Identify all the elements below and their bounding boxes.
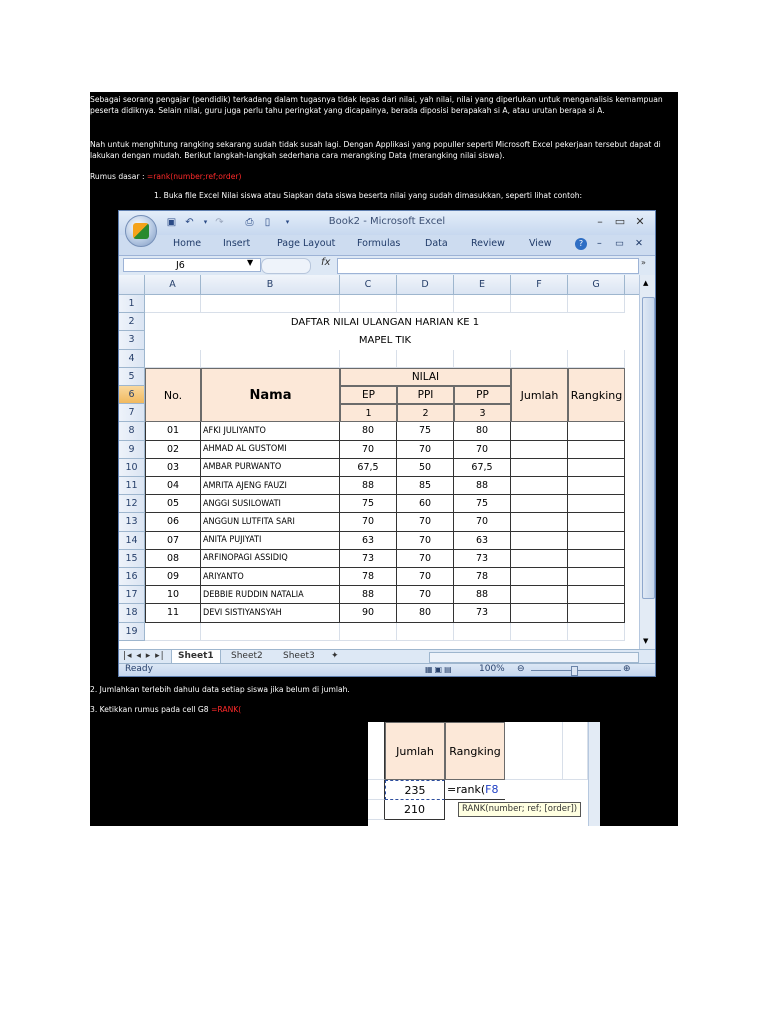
- student-no[interactable]: 09: [145, 568, 201, 586]
- header-ep-number: 1: [340, 404, 397, 422]
- row-header-11[interactable]: 11: [119, 477, 145, 495]
- grid-cell[interactable]: [145, 350, 201, 368]
- step-1: 1. Buka file Excel Nilai siswa atau Siapkan data siswa beserta nilai yang sudah dimasukkan, seperti lihat contoh:: [154, 191, 583, 200]
- student-ep[interactable]: 80: [340, 422, 397, 440]
- grid-cell[interactable]: [511, 295, 568, 313]
- header-ppi-number: 2: [397, 404, 454, 422]
- grid-cell[interactable]: [201, 623, 340, 641]
- student-jumlah[interactable]: [511, 459, 568, 477]
- student-rangking[interactable]: [568, 568, 625, 586]
- insert-sheet-icon[interactable]: ✦: [331, 651, 339, 661]
- student-ppi[interactable]: 70: [397, 586, 454, 604]
- row-header-18[interactable]: 18: [119, 604, 145, 622]
- status-bar: [119, 663, 655, 677]
- scroll-down-icon[interactable]: ▼: [643, 637, 649, 645]
- student-name[interactable]: ANGGI SUSILOWATI: [201, 495, 340, 513]
- student-name[interactable]: AHMAD AL GUSTOMI: [201, 441, 340, 459]
- maximize-icon[interactable]: ▭: [614, 215, 626, 228]
- student-jumlah[interactable]: [511, 604, 568, 622]
- save-icon[interactable]: ▣: [166, 217, 177, 228]
- header-nama: Nama: [201, 368, 340, 423]
- name-box[interactable]: J6: [123, 258, 261, 272]
- header-no: No.: [145, 368, 201, 423]
- student-name[interactable]: ARIYANTO: [201, 568, 340, 586]
- student-jumlah[interactable]: [511, 586, 568, 604]
- sheet-subtitle: MAPEL TIK: [145, 331, 625, 349]
- student-pp[interactable]: 63: [454, 532, 511, 550]
- student-rangking[interactable]: [568, 441, 625, 459]
- student-jumlah[interactable]: [511, 495, 568, 513]
- paragraph-intro: Sebagai seorang pengajar (pendidik) terkadang dalam tugasnya tidak lepas dari nilai, yah nilai, nilai yang diperlukan untuk menganalisis kemampuan peserta didiknya. Selain nilai, guru juga perlu tahu peringkat yang dicapainya, berada diposisi berapakah si A, atau urutan berapa si A.: [90, 95, 663, 115]
- row-header-5[interactable]: 5: [119, 368, 145, 386]
- new-file-icon[interactable]: ▯: [264, 217, 271, 228]
- student-name[interactable]: DEBBIE RUDDIN NATALIA: [201, 586, 340, 604]
- tab-formulas[interactable]: Formulas: [357, 238, 401, 249]
- student-name[interactable]: AFKI JULIYANTO: [201, 422, 340, 440]
- header-ep: EP: [340, 386, 397, 404]
- student-ep[interactable]: 67,5: [340, 459, 397, 477]
- student-ppi[interactable]: 70: [397, 568, 454, 586]
- student-pp[interactable]: 80: [454, 422, 511, 440]
- office-button-icon[interactable]: [125, 215, 157, 247]
- tab-view[interactable]: View: [529, 238, 552, 249]
- function-tooltip: RANK(number; ref; [order]): [458, 802, 581, 817]
- document-page: [90, 92, 678, 826]
- student-ep[interactable]: 63: [340, 532, 397, 550]
- grid-cell[interactable]: [454, 295, 511, 313]
- student-pp[interactable]: 73: [454, 550, 511, 568]
- row-header-1[interactable]: 1: [119, 295, 145, 313]
- print-preview-icon[interactable]: ⎙: [245, 217, 254, 228]
- ribbon-restore-icon[interactable]: ▭: [615, 238, 624, 249]
- student-rangking[interactable]: [568, 532, 625, 550]
- row-header-2[interactable]: 2: [119, 313, 145, 331]
- excel-snippet: [368, 722, 600, 826]
- zoom-out-icon[interactable]: ⊖: [517, 664, 525, 674]
- snippet-cell-f8[interactable]: 235: [385, 780, 445, 800]
- grid-cell[interactable]: [145, 295, 201, 313]
- student-no[interactable]: 07: [145, 532, 201, 550]
- sheet-tab-3[interactable]: Sheet3: [283, 651, 315, 661]
- header-jumlah: Jumlah: [511, 368, 568, 423]
- grid-cell[interactable]: [145, 623, 201, 641]
- student-rangking[interactable]: [568, 586, 625, 604]
- row-header-7[interactable]: 7: [119, 404, 145, 422]
- excel-title-bar: [119, 211, 655, 235]
- column-header-e[interactable]: E: [454, 275, 511, 295]
- snippet-rangking-header: Rangking: [445, 722, 505, 780]
- student-ppi[interactable]: 60: [397, 495, 454, 513]
- tab-data[interactable]: Data: [425, 238, 448, 249]
- sheet-nav-icon[interactable]: |◂ ◂ ▸ ▸|: [123, 651, 165, 661]
- formula-prefix: =rank(: [447, 783, 486, 796]
- row-header-15[interactable]: 15: [119, 550, 145, 568]
- student-no[interactable]: 01: [145, 422, 201, 440]
- step-2: 2. Jumlahkan terlebih dahulu data setiap siswa jika belum di jumlah.: [90, 685, 350, 694]
- student-rangking[interactable]: [568, 495, 625, 513]
- column-header-g[interactable]: G: [568, 275, 625, 295]
- header-ppi: PPI: [397, 386, 454, 404]
- formula-ref: F8: [485, 783, 499, 796]
- help-icon[interactable]: ?: [575, 238, 587, 250]
- formula-cancel-icon[interactable]: [261, 258, 311, 274]
- header-rangking: Rangking: [568, 368, 625, 423]
- header-pp-number: 3: [454, 404, 511, 422]
- student-no[interactable]: 05: [145, 495, 201, 513]
- grid-cell[interactable]: [340, 623, 397, 641]
- student-pp[interactable]: 70: [454, 441, 511, 459]
- select-all-corner[interactable]: [119, 275, 145, 295]
- row-header-19[interactable]: 19: [119, 623, 145, 641]
- student-ppi[interactable]: 70: [397, 513, 454, 531]
- view-buttons-icon[interactable]: ▦▣▤: [425, 665, 454, 674]
- customize-toolbar-icon[interactable]: ▾: [285, 218, 290, 226]
- rumus-line: [90, 171, 678, 182]
- snippet-cell: [368, 722, 385, 780]
- row-header-14[interactable]: 14: [119, 532, 145, 550]
- student-pp[interactable]: 75: [454, 495, 511, 513]
- grid-cell[interactable]: [568, 295, 625, 313]
- student-no[interactable]: 03: [145, 459, 201, 477]
- ribbon-close-icon[interactable]: ✕: [635, 238, 643, 249]
- ribbon-tabs: [119, 235, 655, 255]
- row-header-9[interactable]: 9: [119, 441, 145, 459]
- student-ppi[interactable]: 80: [397, 604, 454, 622]
- snippet-cell-g8[interactable]: [445, 780, 505, 800]
- student-jumlah[interactable]: [511, 422, 568, 440]
- student-jumlah[interactable]: [511, 477, 568, 495]
- rumus-value: =rank(number;ref;order): [146, 172, 242, 181]
- column-header-a[interactable]: A: [145, 275, 201, 295]
- grid-cell[interactable]: [340, 350, 397, 368]
- snippet-scrollbar[interactable]: [588, 722, 600, 826]
- student-no[interactable]: 10: [145, 586, 201, 604]
- grid-cell[interactable]: [340, 295, 397, 313]
- student-ep[interactable]: 88: [340, 477, 397, 495]
- tab-page-layout[interactable]: Page Layout: [277, 238, 336, 249]
- close-icon[interactable]: ✕: [635, 215, 645, 228]
- insert-function-icon[interactable]: fx: [321, 257, 331, 268]
- student-jumlah[interactable]: [511, 568, 568, 586]
- step-3: [90, 704, 678, 715]
- vertical-scrollbar[interactable]: [639, 275, 656, 649]
- name-box-dropdown-icon[interactable]: ▼: [247, 258, 254, 267]
- redo-icon[interactable]: ↷: [215, 217, 224, 228]
- student-pp[interactable]: 73: [454, 604, 511, 622]
- student-name[interactable]: DEVI SISTIYANSYAH: [201, 604, 340, 622]
- row-header-4[interactable]: 4: [119, 350, 145, 368]
- snippet-cell: [368, 800, 385, 820]
- zoom-slider-thumb[interactable]: [571, 666, 578, 676]
- grid-cell[interactable]: [201, 350, 340, 368]
- tab-home[interactable]: Home: [173, 238, 202, 249]
- student-jumlah[interactable]: [511, 513, 568, 531]
- student-rangking[interactable]: [568, 550, 625, 568]
- student-ep[interactable]: 73: [340, 550, 397, 568]
- student-name[interactable]: AMBAR PURWANTO: [201, 459, 340, 477]
- student-ep[interactable]: 70: [340, 513, 397, 531]
- sheet-tab-bar: [119, 649, 655, 664]
- student-ppi[interactable]: 85: [397, 477, 454, 495]
- snippet-cell: [368, 780, 385, 800]
- ribbon-minimize-icon[interactable]: –: [597, 238, 602, 249]
- snippet-cell-f9[interactable]: 210: [385, 800, 445, 820]
- student-name[interactable]: AMRITA AJENG FAUZI: [201, 477, 340, 495]
- step-3-label: 3. Ketikkan rumus pada cell G8: [90, 705, 212, 714]
- window-title: Book2 - Microsoft Excel: [328, 216, 446, 227]
- student-rangking[interactable]: [568, 477, 625, 495]
- student-no[interactable]: 11: [145, 604, 201, 622]
- student-rangking[interactable]: [568, 459, 625, 477]
- student-no[interactable]: 02: [145, 441, 201, 459]
- sheet-tab-1[interactable]: Sheet1: [171, 650, 221, 664]
- student-ppi[interactable]: 70: [397, 550, 454, 568]
- zoom-in-icon[interactable]: ⊕: [623, 664, 631, 674]
- grid-cell[interactable]: [397, 295, 454, 313]
- row-header-6[interactable]: 6: [119, 386, 145, 404]
- student-ep[interactable]: 88: [340, 586, 397, 604]
- status-text: Ready: [125, 664, 153, 674]
- grid-cell[interactable]: [397, 350, 454, 368]
- grid-cell[interactable]: [511, 350, 568, 368]
- student-name[interactable]: ANITA PUJIYATI: [201, 532, 340, 550]
- student-rangking[interactable]: [568, 604, 625, 622]
- excel-window: [118, 210, 656, 677]
- grid-cell[interactable]: [397, 623, 454, 641]
- row-header-8[interactable]: 8: [119, 422, 145, 440]
- step-3-value: =RANK(: [211, 705, 242, 714]
- grid-cell[interactable]: [568, 623, 625, 641]
- student-pp[interactable]: 67,5: [454, 459, 511, 477]
- undo-dropdown-icon[interactable]: ▾: [203, 218, 208, 226]
- grid-cell[interactable]: [201, 295, 340, 313]
- row-header-13[interactable]: 13: [119, 513, 145, 531]
- rumus-label: Rumus dasar :: [90, 172, 147, 181]
- column-header-d[interactable]: D: [397, 275, 454, 295]
- formula-bar: [119, 255, 655, 276]
- grid-cell[interactable]: [568, 350, 625, 368]
- paragraph-excel: Nah untuk menghitung rangking sekarang sudah tidak susah lagi. Dengan Applikasi yang populler seperti Microsoft Excel pekerjaan tersebut dapat di lakukan dengan mudah. Berikut langkah-langkah sederhana cara merangking Data (merangking nilai siswa).: [90, 140, 661, 160]
- student-jumlah[interactable]: [511, 532, 568, 550]
- student-pp[interactable]: 88: [454, 586, 511, 604]
- student-ep[interactable]: 70: [340, 441, 397, 459]
- student-ppi[interactable]: 50: [397, 459, 454, 477]
- row-header-10[interactable]: 10: [119, 459, 145, 477]
- student-pp[interactable]: 78: [454, 568, 511, 586]
- tab-insert[interactable]: Insert: [223, 238, 251, 249]
- undo-icon[interactable]: ↶: [185, 217, 194, 228]
- column-header-c[interactable]: C: [340, 275, 397, 295]
- student-ep[interactable]: 78: [340, 568, 397, 586]
- student-pp[interactable]: 70: [454, 513, 511, 531]
- tab-review[interactable]: Review: [471, 238, 505, 249]
- student-rangking[interactable]: [568, 513, 625, 531]
- student-rangking[interactable]: [568, 422, 625, 440]
- expand-formula-icon[interactable]: »: [641, 258, 646, 267]
- snippet-cell: [563, 722, 588, 780]
- student-jumlah[interactable]: [511, 441, 568, 459]
- minimize-icon[interactable]: –: [597, 215, 603, 228]
- student-ppi[interactable]: 70: [397, 532, 454, 550]
- student-ep[interactable]: 90: [340, 604, 397, 622]
- student-no[interactable]: 08: [145, 550, 201, 568]
- column-header-f[interactable]: F: [511, 275, 568, 295]
- student-name[interactable]: ANGGUN LUTFITA SARI: [201, 513, 340, 531]
- formula-input[interactable]: [337, 258, 639, 274]
- header-pp: PP: [454, 386, 511, 404]
- student-no[interactable]: 06: [145, 513, 201, 531]
- sheet-tab-2[interactable]: Sheet2: [231, 651, 263, 661]
- student-ppi[interactable]: 75: [397, 422, 454, 440]
- scroll-thumb[interactable]: [642, 297, 655, 599]
- student-pp[interactable]: 88: [454, 477, 511, 495]
- row-header-12[interactable]: 12: [119, 495, 145, 513]
- student-name[interactable]: ARFINOPAGI ASSIDIQ: [201, 550, 340, 568]
- scroll-up-icon[interactable]: ▲: [643, 279, 649, 287]
- grid-cell[interactable]: [454, 350, 511, 368]
- snippet-cell: [505, 722, 563, 780]
- student-jumlah[interactable]: [511, 550, 568, 568]
- student-ep[interactable]: 75: [340, 495, 397, 513]
- student-ppi[interactable]: 70: [397, 441, 454, 459]
- row-header-17[interactable]: 17: [119, 586, 145, 604]
- sheet-title: DAFTAR NILAI ULANGAN HARIAN KE 1: [145, 313, 625, 331]
- row-header-16[interactable]: 16: [119, 568, 145, 586]
- snippet-jumlah-header: Jumlah: [385, 722, 445, 780]
- grid-cell[interactable]: [454, 623, 511, 641]
- grid-cell[interactable]: [511, 623, 568, 641]
- spreadsheet-grid: [119, 275, 655, 649]
- horizontal-scrollbar[interactable]: [429, 652, 639, 663]
- column-header-b[interactable]: B: [201, 275, 340, 295]
- zoom-level: 100%: [479, 664, 505, 674]
- student-no[interactable]: 04: [145, 477, 201, 495]
- header-nilai: NILAI: [340, 368, 511, 386]
- row-header-3[interactable]: 3: [119, 331, 145, 349]
